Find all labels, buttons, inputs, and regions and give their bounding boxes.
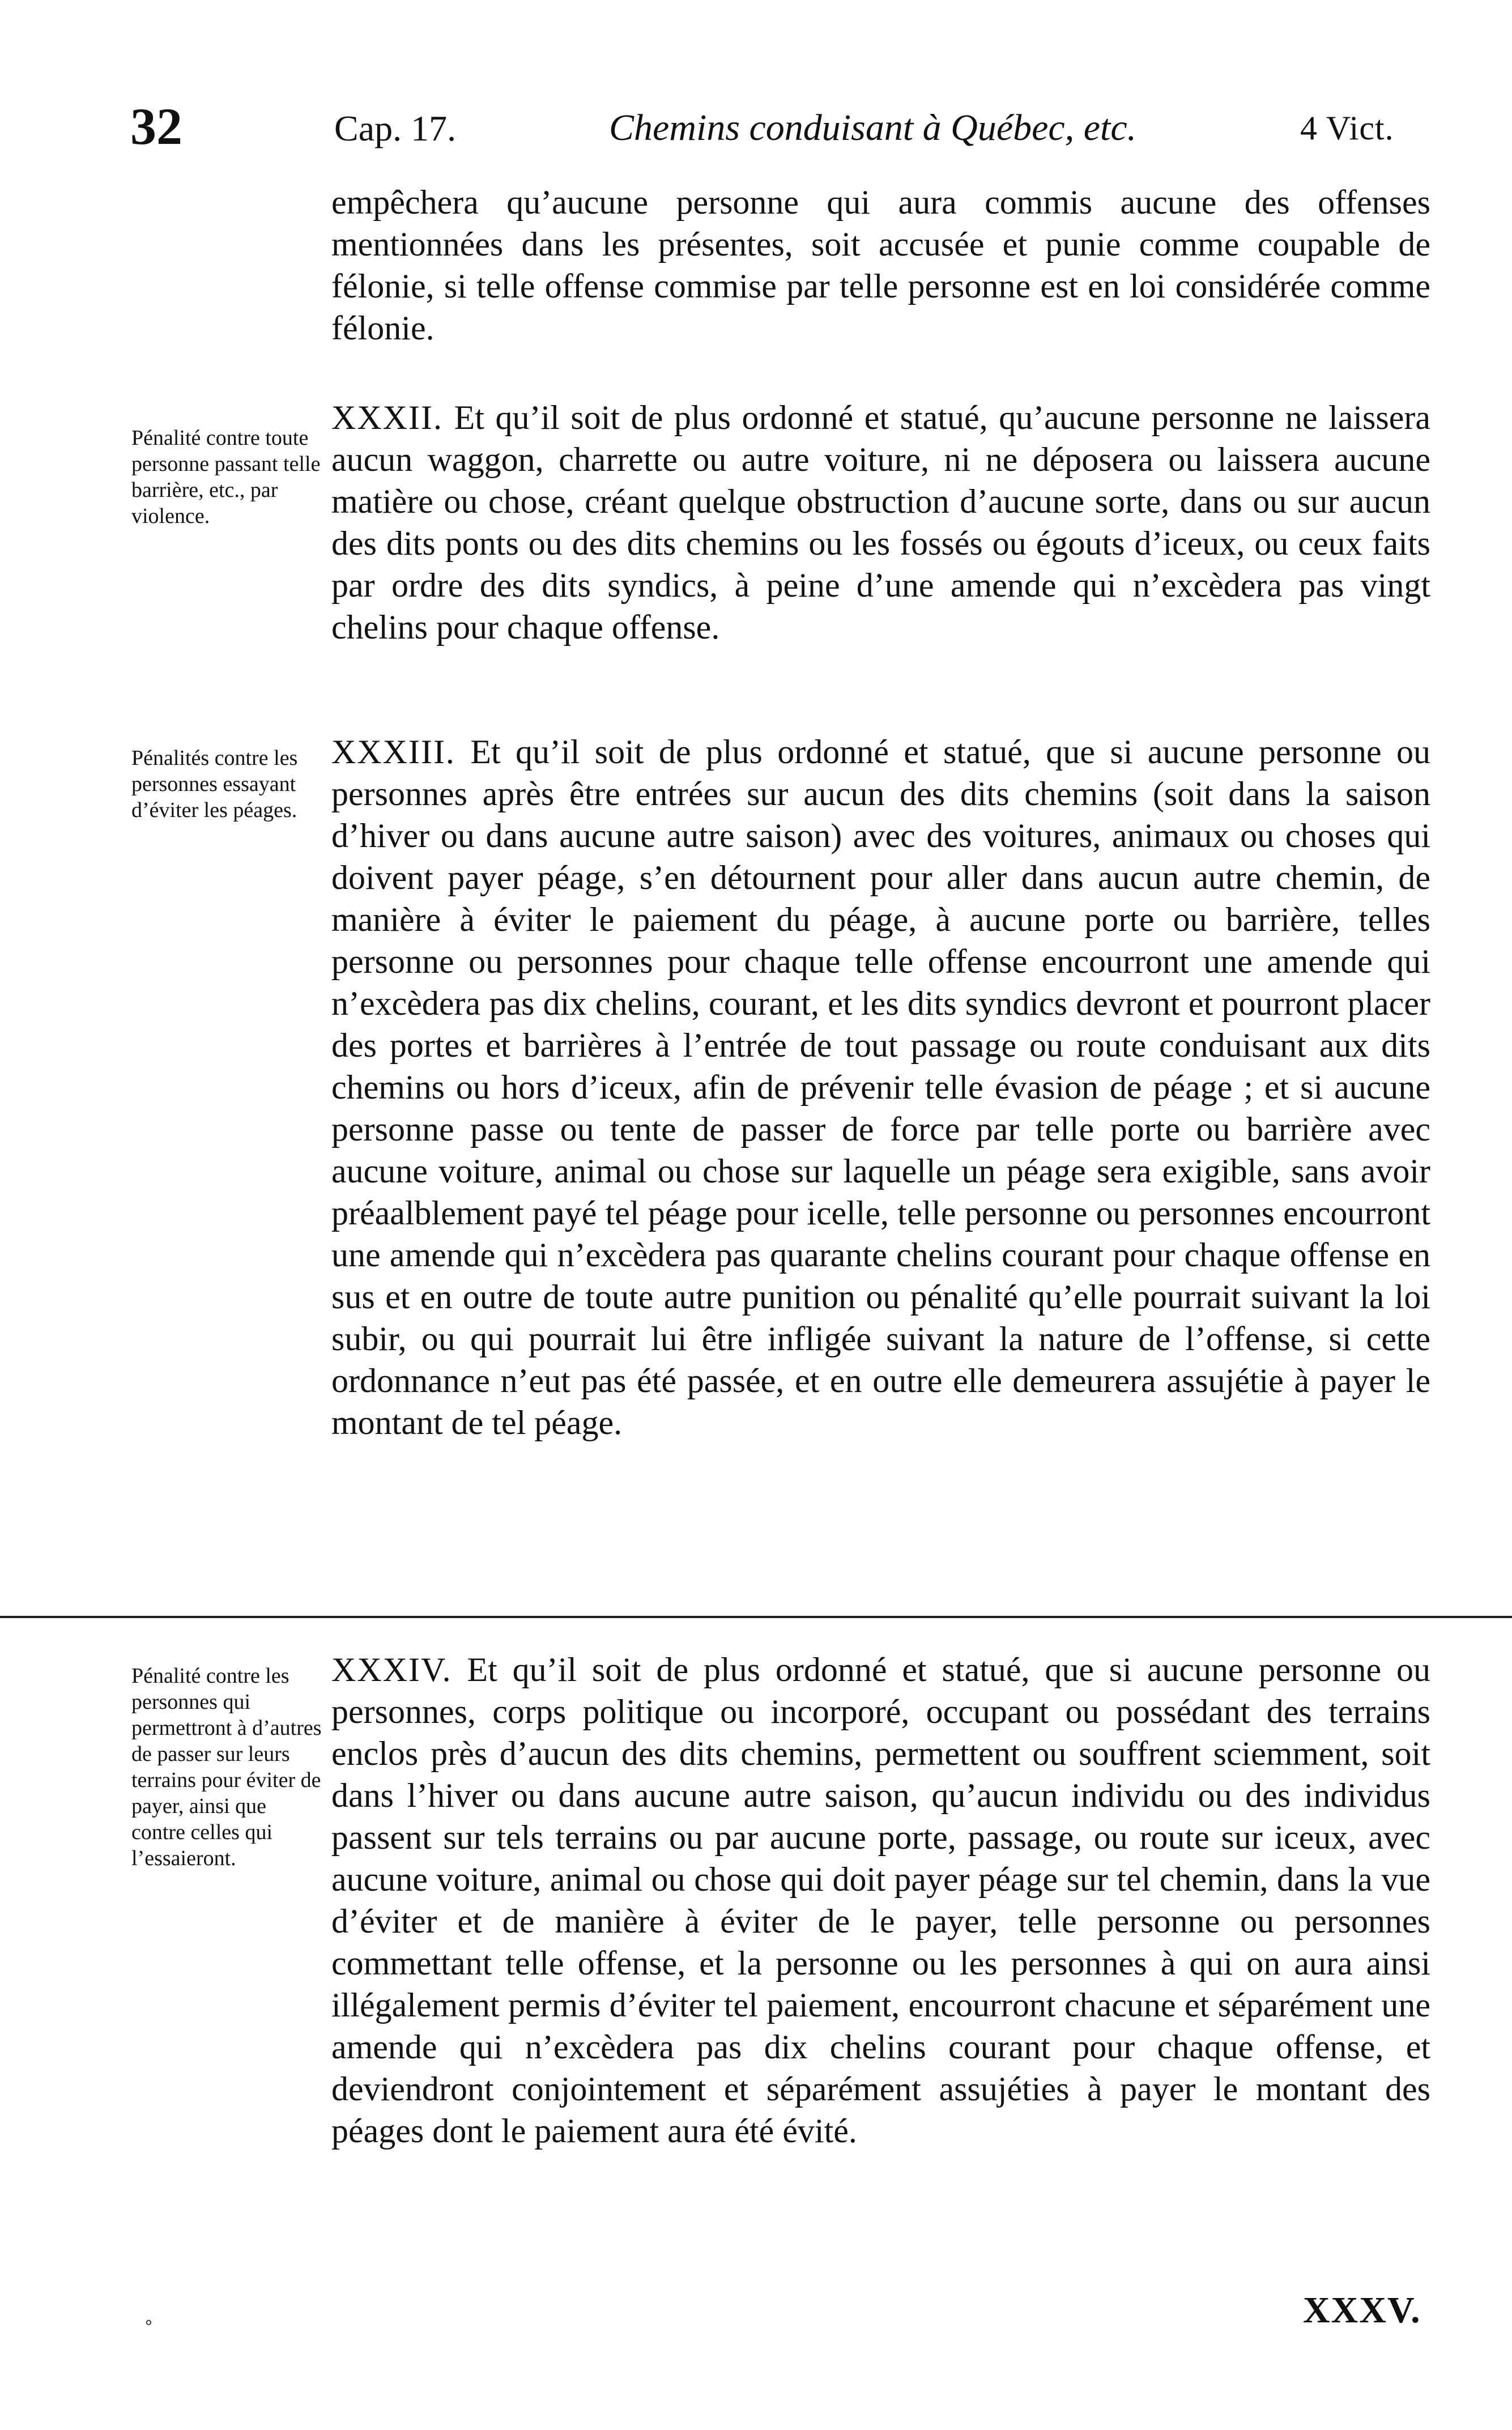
running-title: Chemins conduisant à Québec, etc.: [609, 107, 1137, 148]
margin-note-s34: Pénalité contre les personnes qui permettront à d’autres de passer sur leurs terrains pour éviter de payer, ainsi que contre celles qui l’essaieront.: [131, 1664, 322, 1870]
margin-note-s32: Pénalité contre toute personne passant telle barrière, etc., par violence.: [131, 426, 321, 528]
section-number: XXXIV.: [331, 1651, 452, 1688]
section-divider: [0, 1616, 1512, 1618]
section-32: [331, 397, 1430, 648]
section-text: Et qu’il soit de plus ordonné et statué, qu’aucune personne ne laissera aucun waggon, charrette ou autre voiture, ni ne déposera ou laissera aucune matière ou chose, créant quelque obstruction d’aucune sorte, dans ou sur aucun des dits ponts ou des dits chemins ou les fossés ou égouts d’iceux, ou ceux faits par ordre des dits syndics, à peine d’une amende qui n’excèdera pas vingt chelins pour chaque offense.: [331, 399, 1431, 646]
catchword: XXXV.: [1303, 2289, 1421, 2331]
continuation-paragraph: empêchera qu’aucune personne qui aura commis aucune des offenses mentionnées dans les présentes, soit accusée et punie comme coupable de félonie, si telle offense commise par telle personne est en loi considérée comme félonie.: [331, 184, 1430, 347]
section-34: [331, 1649, 1430, 2152]
regnal-year: 4 Vict.: [1300, 109, 1394, 147]
section-text: Et qu’il soit de plus ordonné et statué, que si aucune personne ou personnes, corps politique ou incorporé, occupant ou possédant des terrains enclos près d’aucun des dits chemins, permettent ou souffrent sciemment, soit dans l’hiver ou dans aucune autre saison, qu’aucun individu ou des individus passent sur tels terrains ou par aucune porte, passage, ou route sur iceux, avec aucune voiture, animal ou chose qui doit payer péage sur tel chemin, dans la vue d’éviter et de manière à éviter de le payer, telle personne ou personnes commettant telle offense, et la personne ou les personnes à qui on aura ainsi illégalement permis d’éviter tel paiement, encourront chacune et séparément une amende qui n’excèdera pas dix chelins courant pour chaque offense, et deviendront conjointement et séparément assujéties à payer le montant des péages dont le paiement aura été évité.: [331, 1651, 1431, 2150]
section-number: XXXIII.: [331, 733, 455, 771]
section-33: [331, 731, 1430, 1444]
margin-note-s33: Pénalités contre les personnes essayant d’éviter les péages.: [131, 746, 298, 822]
chapter-label: Cap. 17.: [334, 108, 457, 148]
section-text: Et qu’il soit de plus ordonné et statué, que si aucune personne ou personnes après être entrées sur aucun des dits chemins (soit dans la saison d’hiver ou dans aucune autre saison) avec des voitures, animaux ou choses qui doivent payer péage, s’en détournent pour aller dans aucun autre chemin, de manière à éviter le paiement du péage, à aucune porte ou barrière, telles personne ou personnes pour chaque telle offense encourront une amende qui n’excèdera pas dix chelins, courant, et les dits syndics devront et pourront placer des portes et barrières à l’entrée de tout passage ou route conduisant aux dits chemins ou hors d’iceux, afin de prévenir telle évasion de péage ; et si aucune personne passe ou tente de passer de force par telle porte ou barrière avec aucune voiture, animal ou chose sur laquelle un péage sera exigible, sans avoir préaalblement payé tel péage pour icelle, telle personne ou personnes encourront une amende qui n’excèdera pas quarante chelins courant pour chaque offense en sus et en outre de toute autre punition ou pénalité qu’elle pourrait suivant la loi subir, ou qui pourrait lui être infligée suivant la nature de l’offense, si cette ordonnance n’eut pas été passée, et en outre elle demeurera assujétie à payer le montant de tel péage.: [331, 733, 1430, 1441]
page-number: 32: [130, 97, 182, 155]
ink-mark: °: [144, 2317, 153, 2337]
section-number: XXXII.: [331, 399, 443, 436]
